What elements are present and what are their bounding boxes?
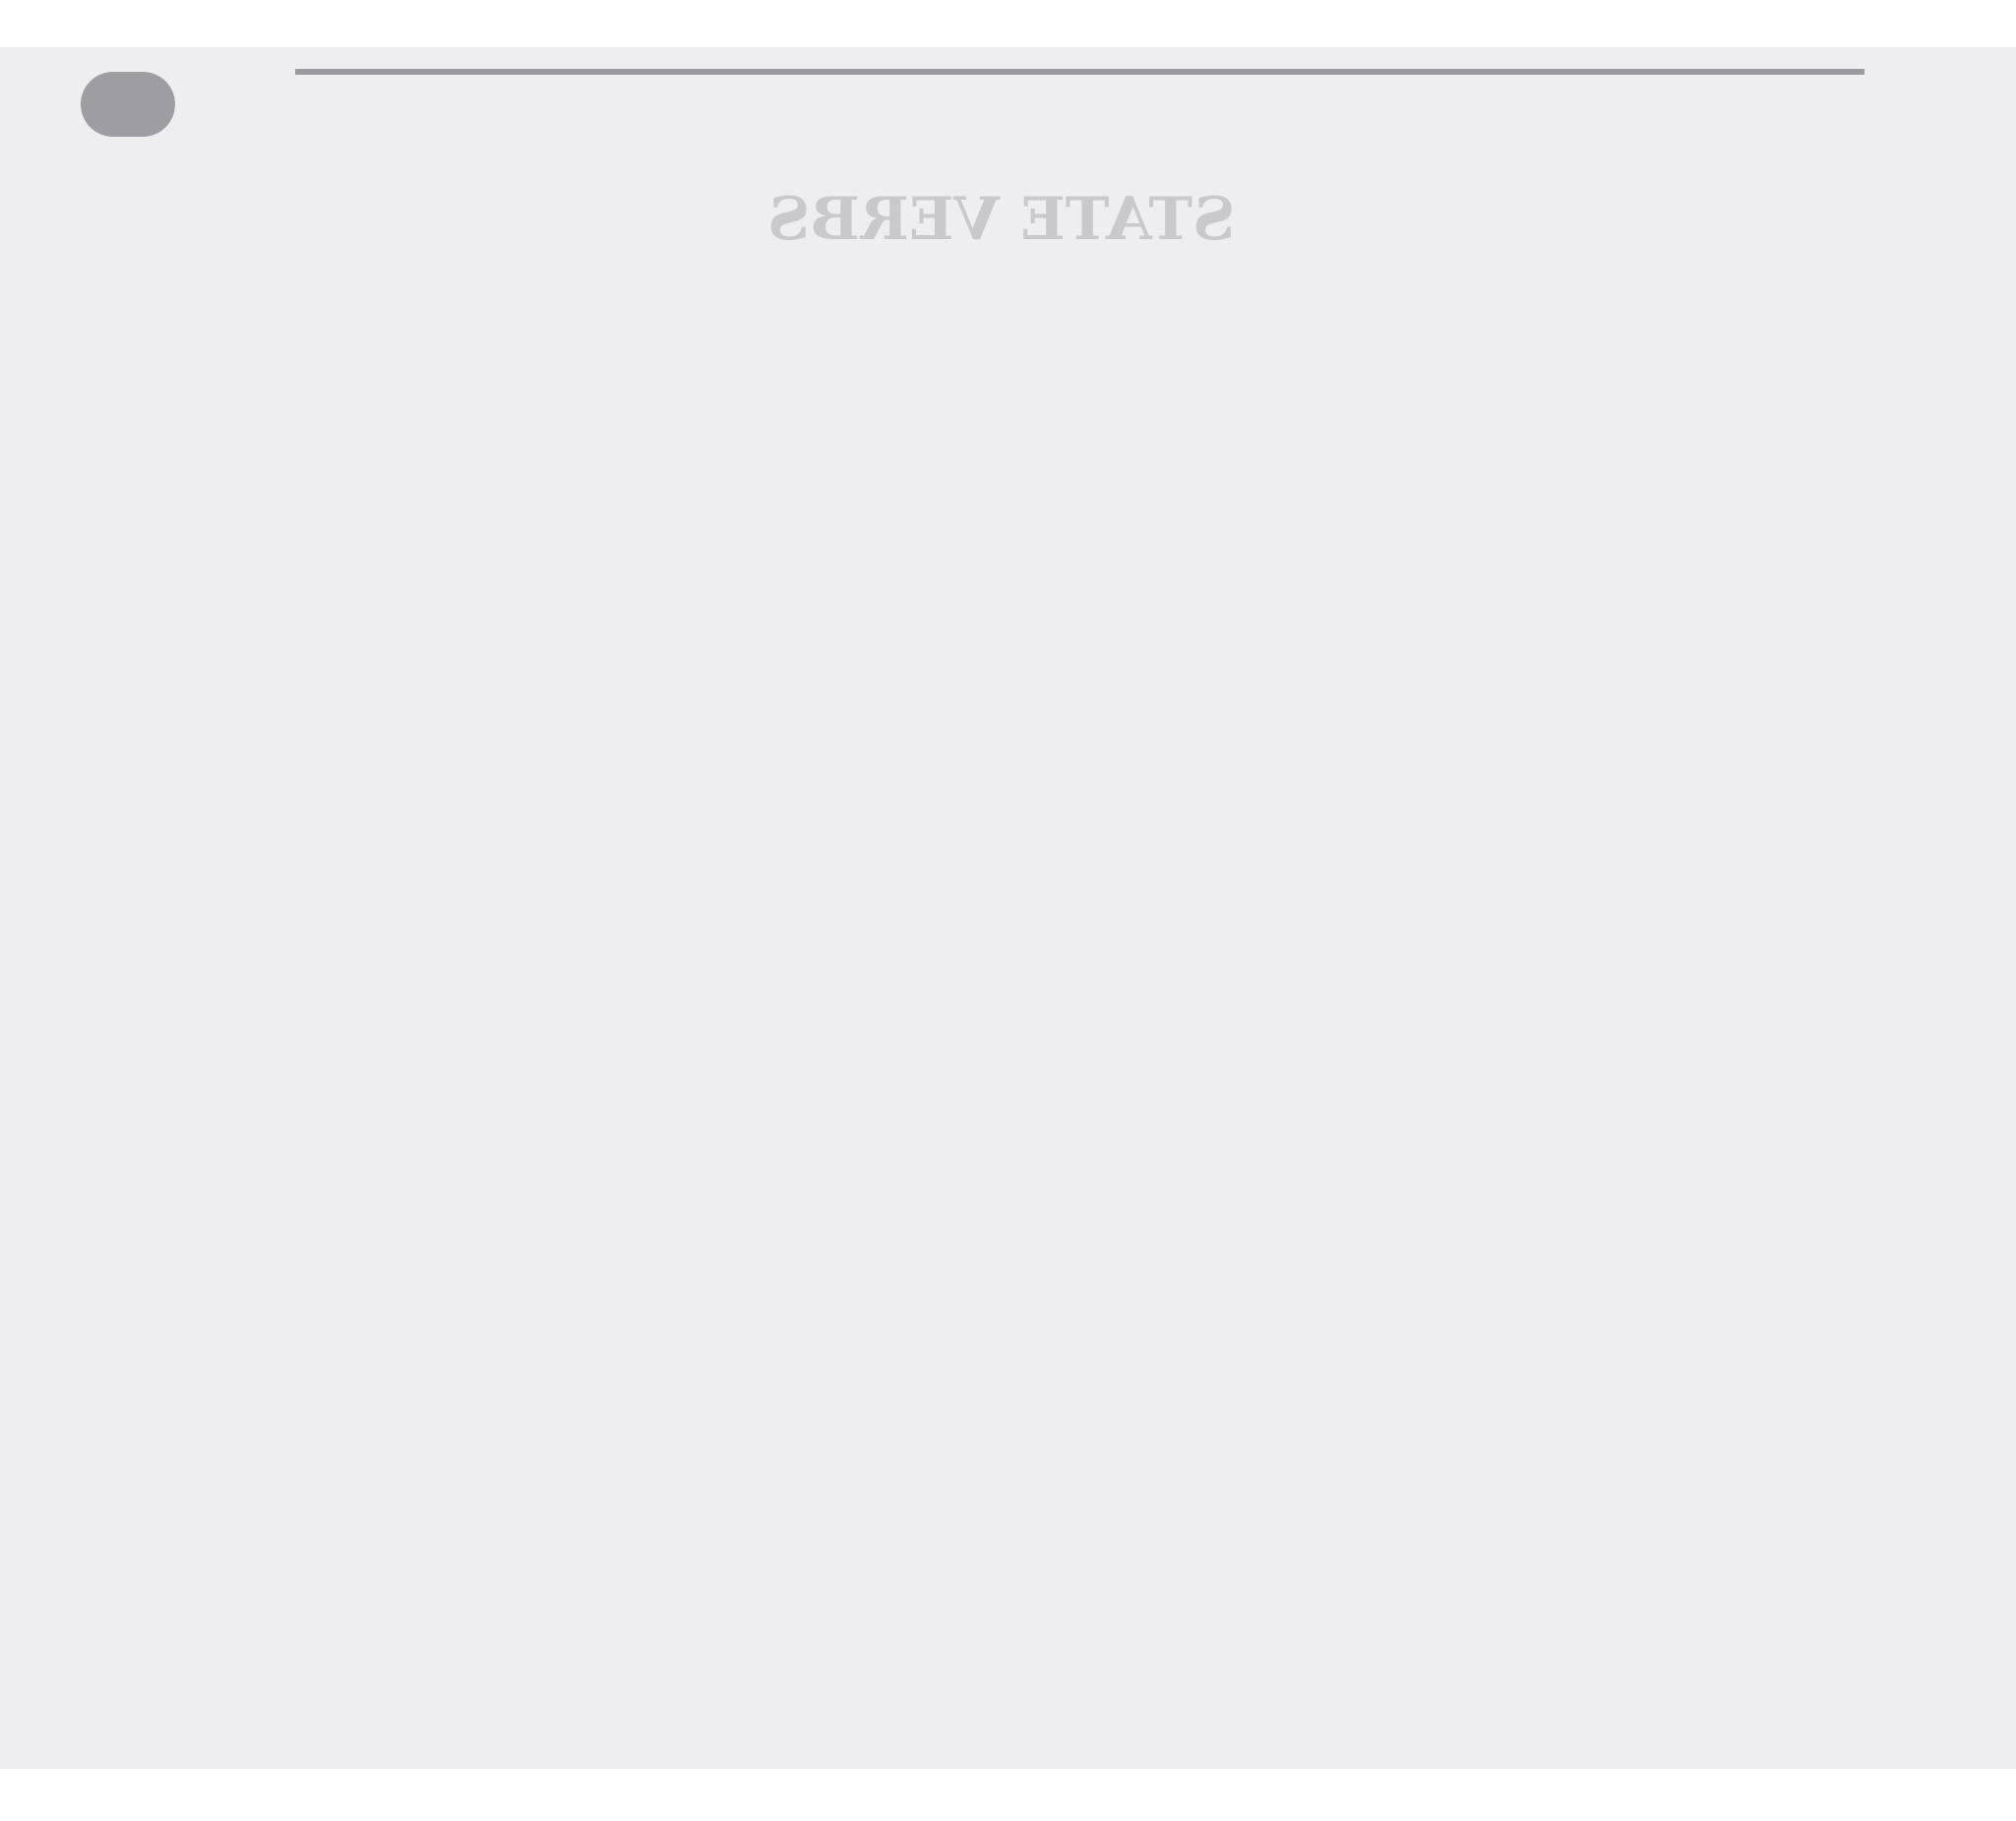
- bottom-banner[interactable]: [0, 1769, 2016, 1821]
- textbook-page: [0, 47, 2016, 1769]
- task-number-badge: [81, 72, 175, 137]
- show-through-text: STATE VERBS: [767, 185, 1236, 254]
- top-banner[interactable]: [0, 0, 2016, 47]
- top-rule: [295, 69, 1864, 75]
